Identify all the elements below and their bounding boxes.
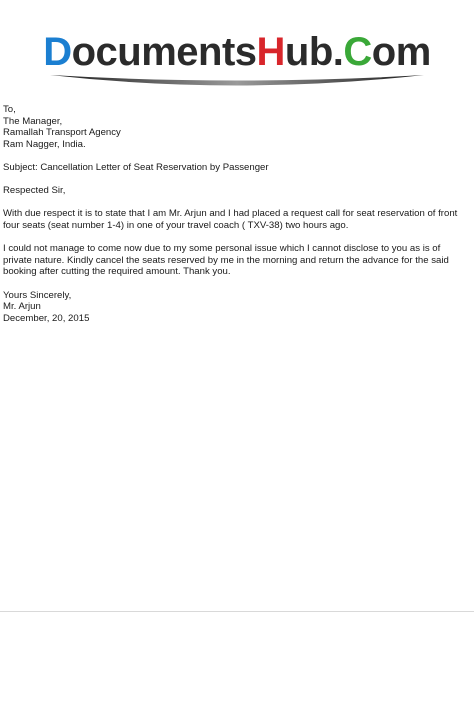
- logo-letter-d: D: [43, 30, 72, 74]
- page-divider: [0, 611, 474, 612]
- letter-date: December, 20, 2015: [3, 312, 90, 324]
- letter-paragraph-1: With due respect it is to state that I am Mr. Arjun and I had placed a request call for seat reservation of front four seats (seat number 1-4) in one of your travel coach ( TXV-38) two hours ago.: [3, 208, 458, 231]
- letter-salutation: Respected Sir,: [3, 185, 66, 197]
- documentshub-logo: [0, 30, 474, 90]
- logo-letter-h: H: [256, 30, 285, 74]
- logo-wordmark: [0, 30, 474, 74]
- logo-text-om: om: [371, 30, 431, 74]
- letter-address: Ram Nagger, India.: [3, 138, 86, 150]
- logo-text-ub: ub.: [284, 30, 344, 74]
- letter-closing: Yours Sincerely,: [3, 289, 72, 301]
- letter-agency: Ramallah Transport Agency: [3, 127, 121, 139]
- letter-body: [3, 104, 463, 324]
- letter-recipient-title: The Manager,: [3, 115, 63, 127]
- logo-swoosh-graphic: [50, 74, 424, 92]
- letter-signature: Mr. Arjun: [3, 301, 41, 313]
- letter-subject: Subject: Cancellation Letter of Seat Reservation by Passenger: [3, 161, 269, 173]
- letter-to: To,: [3, 104, 16, 115]
- letter-paragraph-2: I could not manage to come now due to my some personal issue which I cannot disclose to you as is of private nature. Kindly cancel the seats reserved by me in the morning and return the advance for the said booking after cutting the required amount. Thank you.: [3, 243, 449, 278]
- logo-text-ocuments: ocuments: [71, 30, 257, 74]
- logo-letter-c: C: [343, 30, 372, 74]
